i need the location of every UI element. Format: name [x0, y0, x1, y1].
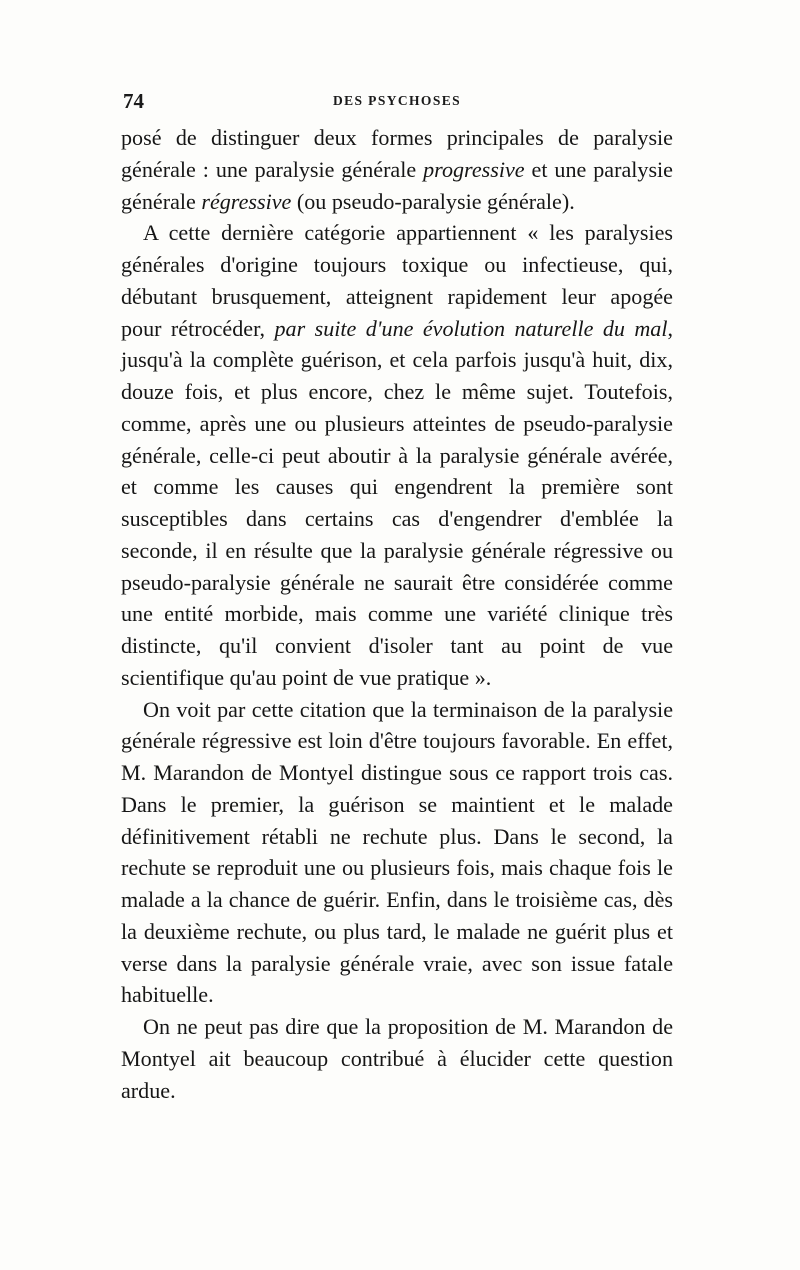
paragraph: [121, 694, 673, 1012]
text-run: et une paralysie générale: [121, 156, 673, 214]
paragraph: [121, 217, 673, 693]
text-run: posé de distinguer deux formes principales de paralysie générale : une paralysie générale: [121, 125, 673, 182]
text-run: , jusqu'à la complète guérison, et cela parfois jusqu'à huit, dix, douze fois, et plus encore, chez le même sujet. Toutefois, comme, après une ou plusieurs atteintes de pseudo-paralysie générale, celle-ci peut aboutir à la paralysie générale avérée, et comme les causes qui engendrent la première sont susceptibles dans certains cas d'engendrer d'emblée la seconde, il en résulte que la paralysie générale régressive ou pseudo-paralysie générale ne saurait être considérée comme une entité morbide, mais comme une variété clinique très distincte, qu'il convient d'isoler tant au point de vue scientifique qu'au point de vue pratique ».: [121, 315, 673, 690]
italic-text: par suite d'une évolution naturelle du mal: [274, 315, 668, 341]
text-run: (ou pseudo-paralysie générale).: [291, 188, 575, 214]
text-run: On ne peut pas dire que la proposition de M. Marandon de Montyel ait beaucoup contribué à élucider cette question ardue.: [121, 1014, 673, 1103]
text-run: On voit par cette citation que la terminaison de la paralysie générale régressive est loin d'être toujours favorable. En effet, M. Marandon de Montyel distingue sous ce rapport trois cas. Dans le premier, la guérison se maintient et le malade définitivement rétabli ne rechute plus. Dans le second, la rechute se reproduit une ou plusieurs fois, mais chaque fois le malade a la chance de guérir. Enfin, dans le troisième cas, dès la deuxième rechute, ou plus tard, le malade ne guérit plus et verse dans la paralysie générale vraie, avec son issue fatale habituelle.: [121, 696, 673, 1008]
paragraph: [121, 122, 673, 217]
paragraph: [121, 1011, 673, 1106]
page-number: 74: [123, 89, 144, 113]
running-title: DES PSYCHOSES: [332, 93, 462, 108]
running-head: [121, 88, 673, 114]
italic-text: régressive: [201, 188, 292, 214]
body-text: [121, 122, 673, 1106]
italic-text: progressive: [423, 156, 525, 182]
text-run: A cette dernière catégorie appartiennent « les paralysies générales d'origine toujours toxique ou infectieuse, qui, débutant brusquement, atteignent rapidement leur apogée pour rétrocéder,: [121, 220, 673, 341]
